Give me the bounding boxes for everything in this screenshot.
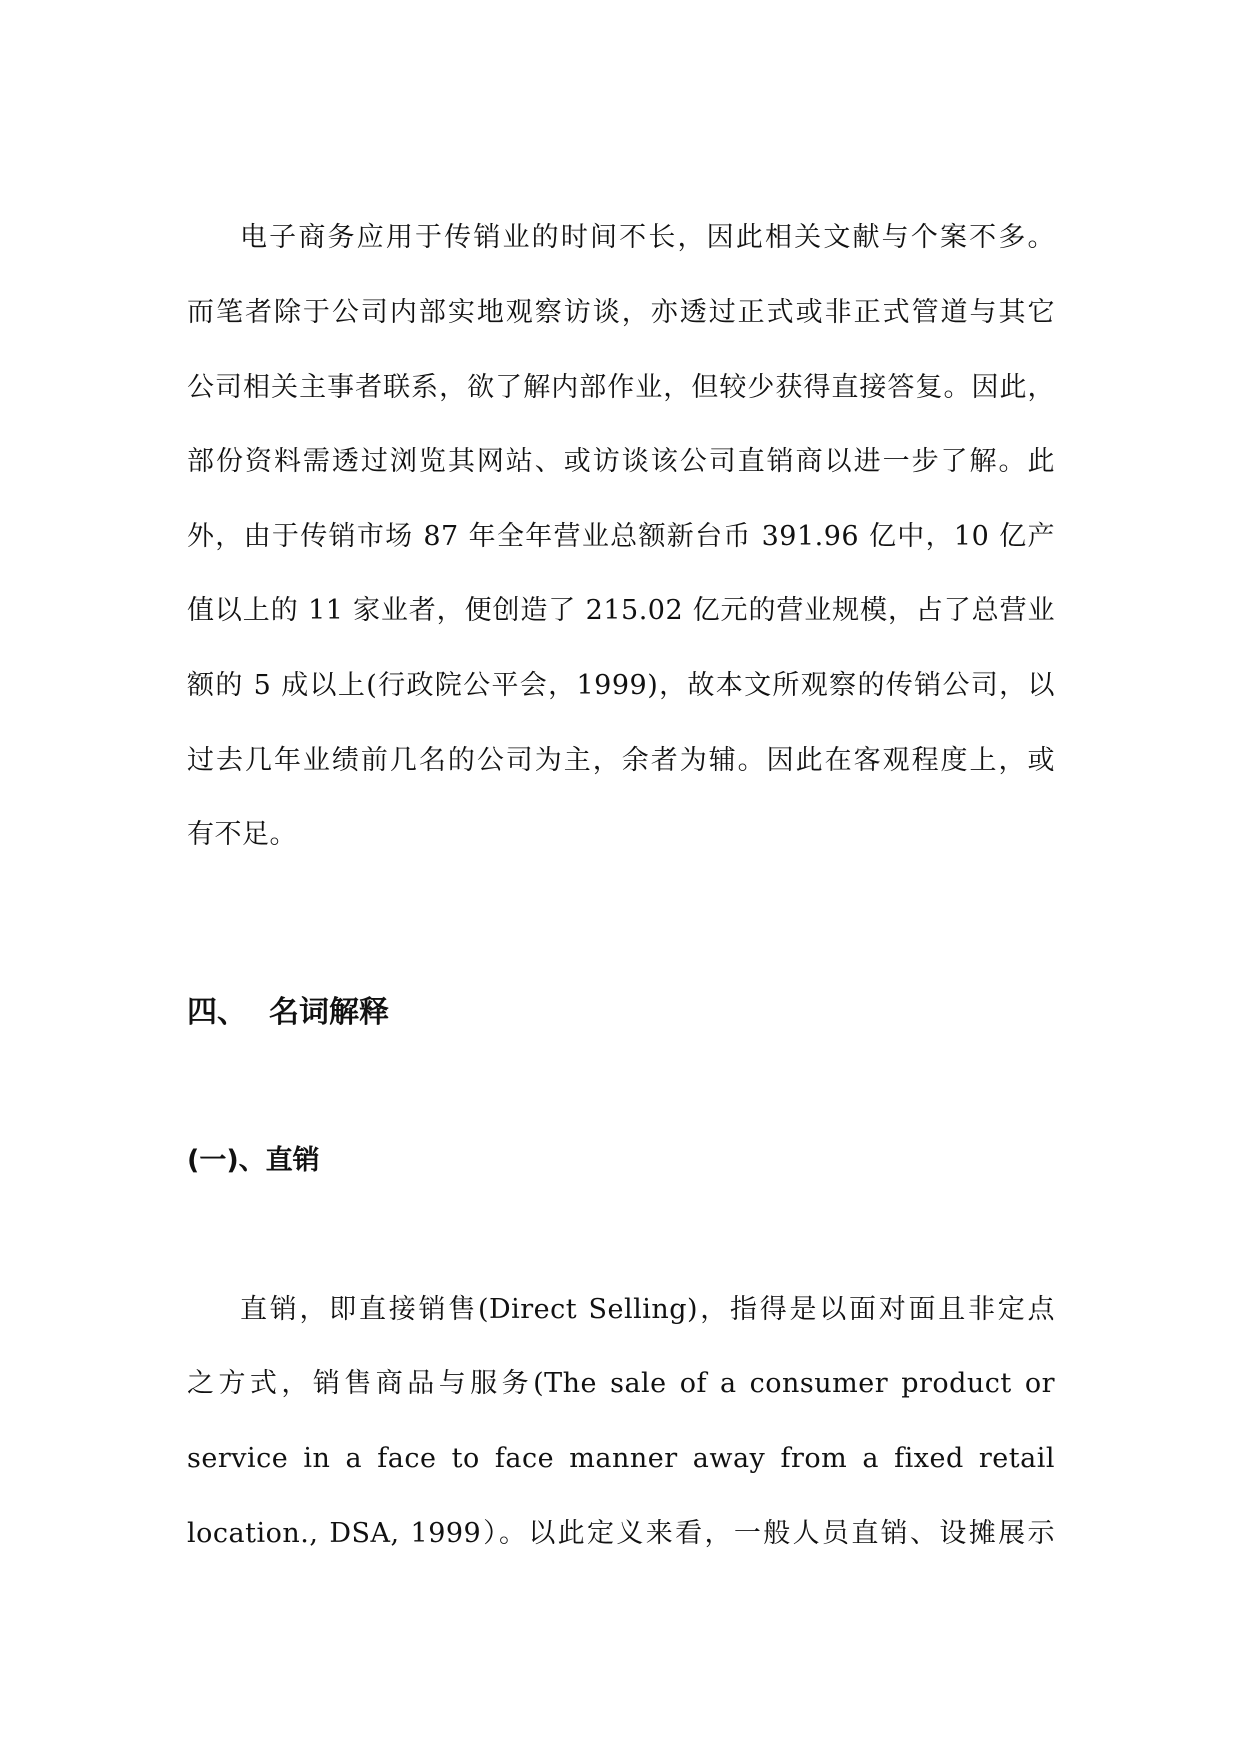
subsection-heading: (一)、直销 — [187, 1145, 320, 1176]
paragraph-line: service in a face to face manner away from a fixed retail — [187, 1443, 1055, 1474]
paragraph-line: 外，由于传销市场 87 年全年营业总额新台币 391.96 亿中，10 亿产 — [187, 521, 1055, 552]
paragraph-line: 电子商务应用于传销业的时间不长，因此相关文献与个案不多。 — [240, 222, 1055, 253]
paragraph-line: 部份资料需透过浏览其网站、或访谈该公司直销商以进一步了解。此 — [187, 446, 1055, 477]
section-title: 名词解释 — [269, 995, 389, 1030]
section-number: 四、 — [187, 995, 247, 1030]
paragraph-line: 额的 5 成以上(行政院公平会，1999)，故本文所观察的传销公司，以 — [187, 670, 1055, 701]
paragraph-line: 过去几年业绩前几名的公司为主，余者为辅。因此在客观程度上，或 — [187, 745, 1055, 776]
paragraph-line: 而笔者除于公司内部实地观察访谈，亦透过正式或非正式管道与其它 — [187, 297, 1055, 328]
paragraph-line: 直销，即直接销售(Direct Selling)，指得是以面对面且非定点 — [240, 1294, 1055, 1325]
section-heading — [187, 993, 389, 1033]
paragraph-line: 有不足。 — [187, 819, 297, 850]
paragraph-line: 公司相关主事者联系，欲了解内部作业，但较少获得直接答复。因此， — [187, 372, 1055, 403]
paragraph-line: location., DSA, 1999）。以此定义来看，一般人员直销、设摊展示 — [187, 1518, 1055, 1549]
paragraph-line: 之方式，销售商品与服务(The sale of a consumer product or — [187, 1368, 1055, 1399]
paragraph-line: 值以上的 11 家业者，便创造了 215.02 亿元的营业规模，占了总营业 — [187, 595, 1055, 626]
